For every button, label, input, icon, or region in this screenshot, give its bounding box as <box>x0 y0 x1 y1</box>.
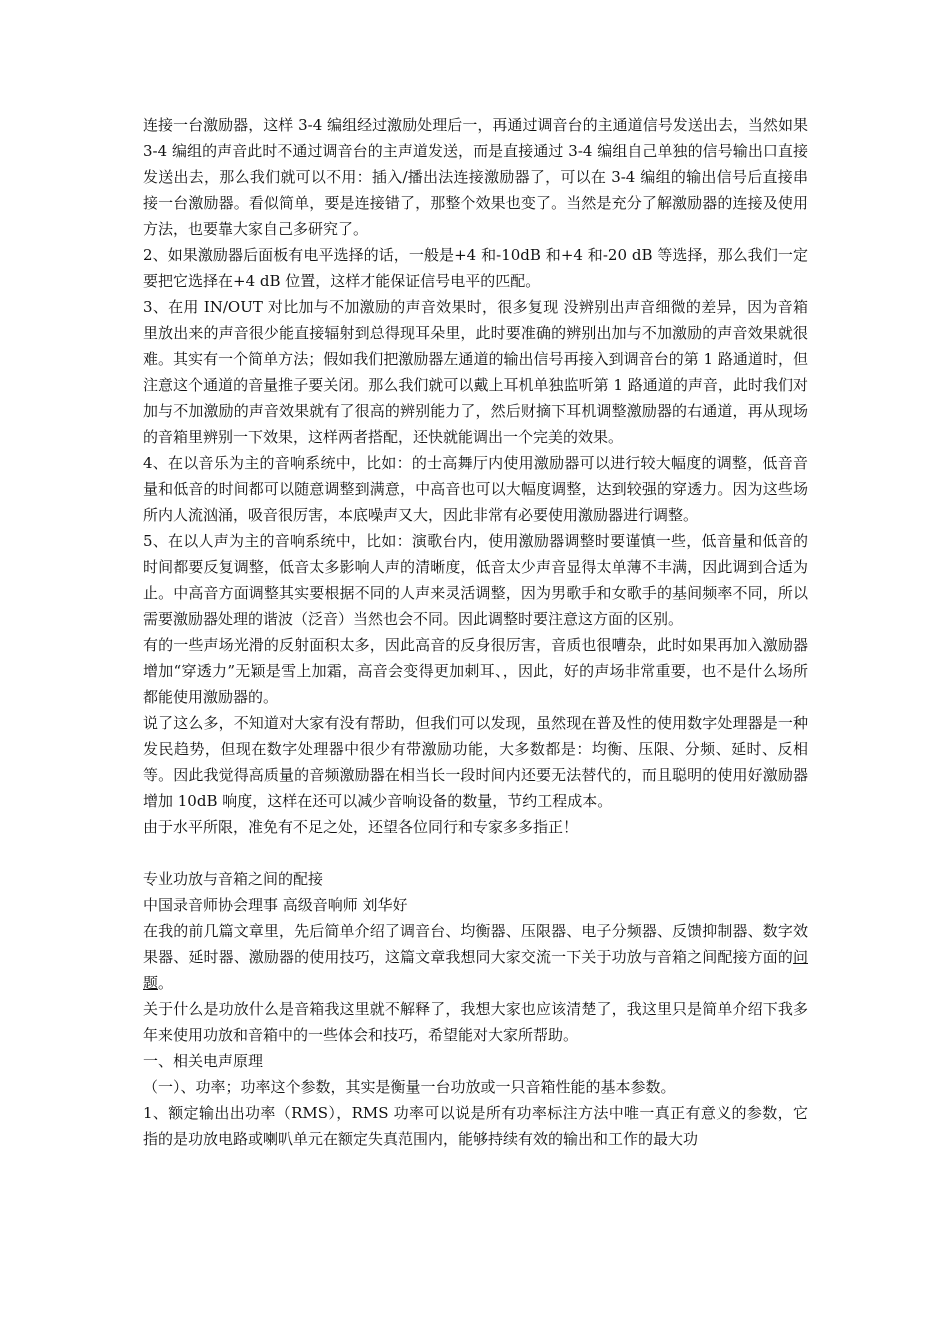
paragraph-in-out-comparison: 3、在用 IN/OUT 对比加与不加激励的声音效果时，很多复现 没辨别出声音细微的差异，因为音箱里放出来的声音很少能直接辐射到总得现耳朵里，此时要准确的辨别出加与不加激励的声音效果就很难。其实有一个简单方法；假如我们把激励器左通道的输出信号再接入到调音台的第 1 路通道时，但注意这个通道的音量推子要关闭。那么我们就可以戴上耳机单独监听第 1 路通道的声音，此时我们对加与不加激励的声音效果就有了很高的辨别能力了，然后财摘下耳机调整激励器的右通道，再从现场的音箱里辨别一下效果，这样两者搭配，还快就能调出一个完美的效果。 <box>143 298 808 446</box>
paragraph-summary: 说了这么多，不知道对大家有没有帮助，但我们可以发现，虽然现在普及性的使用数字处理器是一种发民趋势，但现在数字处理器中很少有带激励功能，大多数都是：均衡、压限、分频、延时、反相等。因此我觉得高质量的音频激励器在相当长一段时间内还要无法替代的，而且聪明的使用好激励器增加 10dB 响度，这样在还可以减少音响设备的数量，节约工程成本。 <box>143 714 808 810</box>
author-line: 中国录音师协会理事 高级音响师 刘华好 <box>143 896 408 914</box>
intro-text: 在我的前几篇文章里，先后简单介绍了调音台、均衡器、压限器、电子分频器、反馈抑制器、数字效果器、延时器、激励器的使用技巧，这篇文章我想同大家交流一下关于功放与音箱之间配接方面的 <box>143 922 808 966</box>
article-title: 专业功放与音箱之间的配接 <box>143 870 324 888</box>
paragraph-about-amp-speaker: 关于什么是功放什么是音箱我这里就不解释了，我想大家也应该清楚了，我这里只是简单介绍下我多年来使用功放和音箱中的一些体会和技巧，希望能对大家所帮助。 <box>143 1000 808 1044</box>
paragraph-intro <box>143 918 808 996</box>
paragraph-rms-power: 1、额定输出出功率（RMS），RMS 功率可以说是所有功率标注方法中唯一真正有意义的参数，它指的是功放电路或喇叭单元在额定失真范围内，能够持续有效的输出和工作的最大功 <box>143 1104 808 1148</box>
intro-end: 。 <box>158 974 174 992</box>
paragraph-closing: 由于水平所限，准免有不足之处，还望各位同行和专家多多指正！ <box>143 818 579 836</box>
blank-line <box>143 840 808 866</box>
section-heading-principles: 一、相关电声原理 <box>143 1052 264 1070</box>
paragraph-vocal-system: 5、在以人声为主的音响系统中，比如：演歌台内，使用激励器调整时要谨慎一些，低音量和低音的时间都要反复调整，低音太多影响人声的清晰度，低音太少声音显得太单薄不丰满，因此调到合适为止。中高音方面调整其实要根据不同的人声来灵活调整，因为男歌手和女歌手的基间频率不同，所以需要激励器处理的谐波（泛音）当然也会不同。因此调整时要注意这方面的区别。 <box>143 532 808 628</box>
paragraph-exciter-connection: 连接一台激励器，这样 3-4 编组经过激励处理后一，再通过调音台的主通道信号发送出去，当然如果 3-4 编组的声音此时不通过调音台的主声道发送，而是直接通过 3-4 编组自己单独的信号输出口直接发送出去，那么我们就可以不用：插入/播出法连接激励器了，可以在 3-4 编组的输出信号后直接串接一台激励器。看似简单，要是连接错了，那整个效果也变了。当然是充分了解激励器的连接及使用方法，也要靠大家自己多研究了。 <box>143 116 808 238</box>
paragraph-level-selection: 2、如果激励器后面板有电平选择的话，一般是+4 和-10dB 和+4 和-20 dB 等选择，那么我们一定要把它选择在+4 dB 位置，这样才能保证信号电平的匹配。 <box>143 246 808 290</box>
document-page <box>143 112 808 1152</box>
subsection-power: （一）、功率；功率这个参数，其实是衡量一台功放或一只音箱性能的基本参数。 <box>143 1078 676 1096</box>
paragraph-music-system: 4、在以音乐为主的音响系统中，比如：的士高舞厅内使用激励器可以进行较大幅度的调整，低音音量和低音的时间都可以随意调整到满意，中高音也可以大幅度调整，达到较强的穿透力。因为这些场所内人流汹涌，吸音很厉害，本底噪声又大，因此非常有必要使用激励器进行调整。 <box>143 454 808 524</box>
paragraph-reflective-venue: 有的一些声场光滑的反射面积太多，因此高音的反身很厉害，音质也很嘈杂，此时如果再加入激励器增加“穿透力”无颖是雪上加霜，高音会变得更加刺耳、，因此，好的声场非常重要，也不是什么场所都能使用激励器的。 <box>143 636 808 706</box>
problem-link[interactable]: 问题 <box>143 948 808 992</box>
